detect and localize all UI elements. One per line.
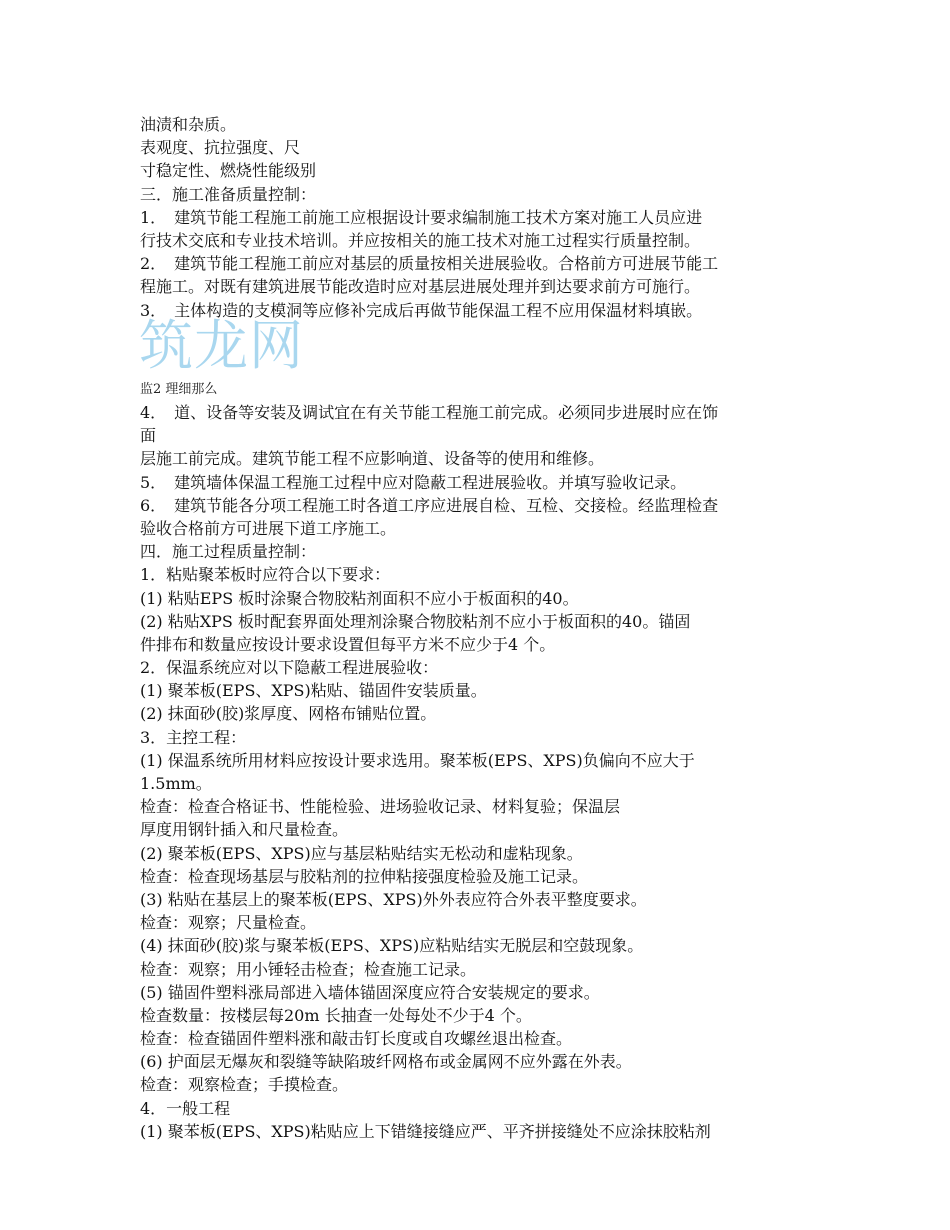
text-line: 5． 建筑墙体保温工程施工过程中应对隐蔽工程进展验收。并填写验收记录。 [140, 472, 687, 492]
text-line: 检查：检查合格证书、性能检验、进场验收记录、材料复验；保温层 [140, 797, 621, 817]
text-line: 检查数量：按楼层每20m 长抽查一处每处不少于4 个。 [140, 1005, 532, 1025]
text-block-upper [140, 113, 820, 322]
text-line: 检查：观察；尺量检查。 [140, 913, 317, 933]
text-line: (5) 锚固件塑料涨局部进入墙体锚固深度应符合安装规定的要求。 [140, 982, 600, 1002]
text-line: 4．一般工程 [140, 1098, 231, 1118]
text-line: 检查：检查锚固件塑料涨和敲击钉长度或自攻螺丝退出检查。 [140, 1029, 573, 1049]
text-line: 检查：观察检查；手摸检查。 [140, 1075, 349, 1095]
text-line: (4) 抹面砂(胶)浆与聚苯板(EPS、XPS)应粘贴结实无脱层和空鼓现象。 [140, 936, 644, 956]
text-line: 层施工前完成。建筑节能工程不应影响道、设备等的使用和维修。 [140, 449, 605, 469]
section-heading: 四．施工过程质量控制： [140, 542, 317, 562]
text-line: (1) 聚苯板(EPS、XPS)粘贴、锚固件安装质量。 [140, 681, 487, 701]
text-line: 件排布和数量应按设计要求设置但每平方米不应少于4 个。 [140, 634, 556, 654]
page-caption: 监2 理细那么 [140, 382, 218, 397]
text-line: (2) 聚苯板(EPS、XPS)应与基层粘贴结实无松动和虚粘现象。 [140, 843, 583, 863]
text-line: 检查：观察；用小锤轻击检查；检查施工记录。 [140, 959, 477, 979]
text-line: 1． 建筑节能工程施工前施工应根据设计要求编制施工技术方案对施工人员应进 [140, 207, 703, 227]
text-line: 6． 建筑节能各分项工程施工时各道工序应进展自检、互检、交接检。经监理检查 [140, 495, 719, 515]
text-line: 2．保温系统应对以下隐蔽工程进展验收： [140, 658, 439, 678]
text-line: (1) 保温系统所用材料应按设计要求选用。聚苯板(EPS、XPS)负偏向不应大于 [140, 750, 695, 770]
text-line: 3． 主体构造的支模洞等应修补完成后再做节能保温工程不应用保温材料填嵌。 [140, 300, 703, 320]
text-line: (1) 聚苯板(EPS、XPS)粘贴应上下错缝接缝应严、平齐拼接缝处不应涂抹胶粘剂 [140, 1121, 711, 1141]
text-line: (2) 粘贴XPS 板时配套界面处理剂涂聚合物胶粘剂不应小于板面积的40。锚固 [140, 611, 691, 631]
section-heading: 三．施工准备质量控制： [140, 184, 317, 204]
watermark-logo: 筑龙网 [139, 314, 304, 377]
text-line: 面 [140, 426, 157, 446]
text-line: 4． 道、设备等安装及调试宜在有关节能工程施工前完成。必须同步进展时应在饰 [140, 403, 719, 422]
text-line: 2． 建筑节能工程施工前应对基层的质量按相关进展验收。合格前方可进展节能工 [140, 254, 719, 274]
text-line: 厚度用钢针插入和尺量检查。 [140, 820, 349, 840]
text-line: (2) 抹面砂(胶)浆厚度、网格布铺贴位置。 [140, 704, 437, 724]
text-line: (3) 粘贴在基层上的聚苯板(EPS、XPS)外外表应符合外表平整度要求。 [140, 889, 647, 909]
text-line: 1.5mm。 [140, 774, 212, 793]
text-line: 寸稳定性、燃烧性能级别 [140, 161, 317, 181]
text-line: 3．主控工程： [140, 727, 247, 747]
text-block-lower [140, 401, 820, 1143]
text-line: 1．粘贴聚苯板时应符合以下要求： [140, 565, 391, 585]
text-line: (1) 粘贴EPS 板时涂聚合物胶粘剂面积不应小于板面积的40。 [140, 588, 579, 608]
text-line: (6) 护面层无爆灰和裂缝等缺陷玻纤网格布或金属网不应外露在外表。 [140, 1052, 632, 1072]
text-line: 油渍和杂质。 [140, 115, 237, 134]
text-line: 检查：检查现场基层与胶粘剂的拉伸粘接强度检验及施工记录。 [140, 866, 589, 886]
text-line: 程施工。对既有建筑进展节能改造时应对基层进展处理并到达要求前方可施行。 [140, 277, 701, 297]
text-line: 验收合格前方可进展下道工序施工。 [140, 518, 397, 538]
text-line: 行技术交底和专业技术培训。并应按相关的施工技术对施工过程实行质量控制。 [140, 230, 701, 250]
text-line: 表观度、抗拉强度、尺 [140, 138, 301, 158]
